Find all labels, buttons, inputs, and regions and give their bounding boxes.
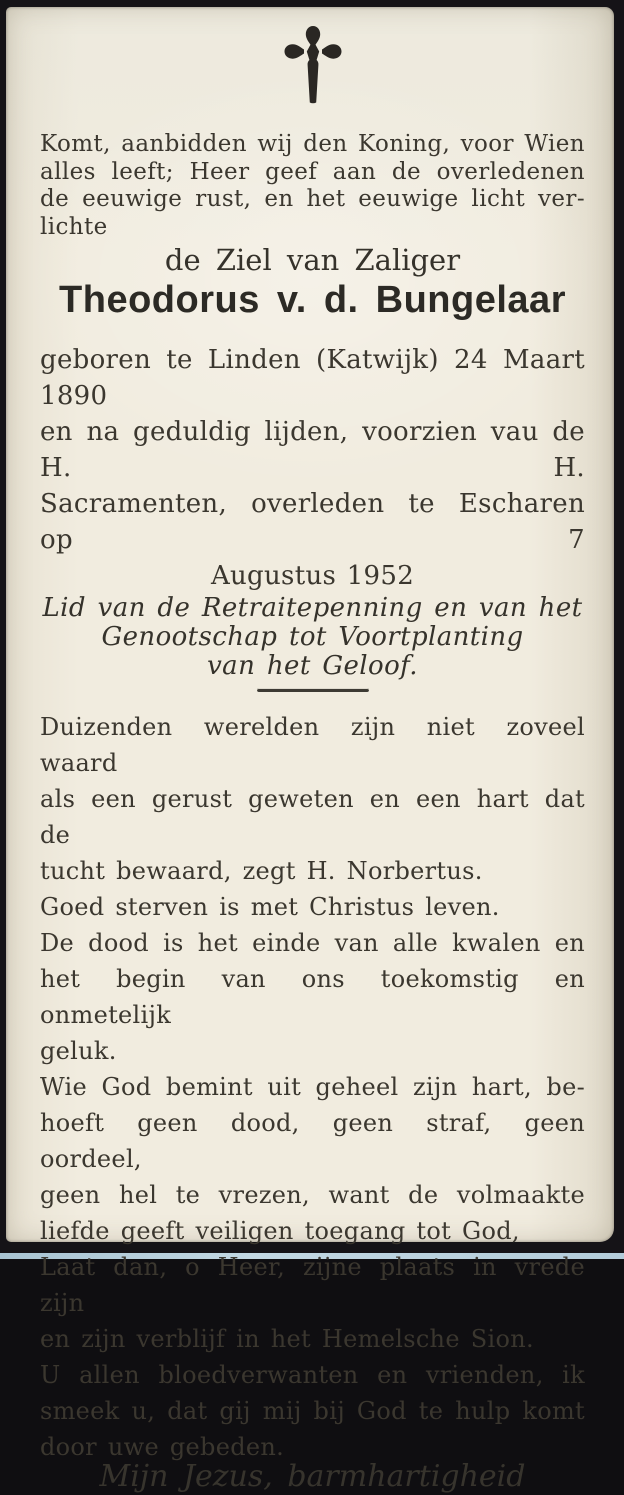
opening-prayer [40, 131, 585, 241]
divider-rule [257, 688, 369, 692]
verse-line: en zijn verblijf in het Hemelsche Sion. [40, 1325, 534, 1353]
verse-line: tucht bewaard, zegt H. Norbertus. [40, 857, 483, 885]
prayer-line: lichte [40, 213, 108, 240]
prayer-card-content [40, 7, 585, 1494]
membership-paragraph [40, 594, 585, 681]
verse-line: U allen bloedverwanten en vrienden, ik [40, 1361, 585, 1389]
vitals-line: Augustus 1952 [210, 561, 415, 591]
verse-line: geen hel te vrezen, want de volmaakte [40, 1181, 585, 1209]
verse-line: liefde geeft veiligen toegang tot God, [40, 1217, 520, 1245]
vitals-line: Sacramenten, overleden te Escharen op 7 [40, 489, 585, 555]
cross-icon [40, 25, 585, 105]
verse-line: geluk. [40, 1037, 117, 1065]
verse-line: Laat dan, o Heer, zijne plaats in vrede zijn [40, 1253, 585, 1317]
deceased-name: Theodorus v. d. Bungelaar [59, 279, 566, 321]
prayer-line: Komt, aanbidden wij den Koning, voor Wien [40, 131, 585, 157]
verse-line: Goed sterven is met Christus leven. [40, 893, 500, 921]
verse-line: hoeft geen dood, geen straf, geen oordeel, [40, 1109, 585, 1173]
verse-line: als een gerust geweten en een hart dat de [40, 785, 585, 849]
verse-line: De dood is het einde van alle kwalen en [40, 929, 585, 957]
vitals-line: geboren te Linden (Katwijk) 24 Maart 1890 [40, 345, 585, 411]
prayer-card-paper [6, 7, 614, 1494]
verse-line: door uwe gebeden. [40, 1433, 285, 1461]
prayer-line: alles leeft; Heer geef aan de overledenen [40, 158, 585, 185]
verse-line: het begin van ons toekomstig en onmetelijk [40, 965, 585, 1029]
membership-line: Lid van de Retraitepenning en van het [42, 593, 583, 623]
membership-line: Genootschap tot Voortplanting [101, 622, 524, 652]
closing-invocation: Mijn Jezus, barmhartigheid [99, 1459, 526, 1494]
dedication-intro: de Ziel van Zaliger [164, 243, 461, 277]
verse-line: smeek u, dat gij mij bij God te hulp komt [40, 1397, 585, 1425]
vitals-line: en na geduldig lijden, voorzien vau de H. H. [40, 417, 585, 483]
verses-paragraph [40, 709, 585, 1465]
verse-line: Wie God bemint uit geheel zijn hart, be- [40, 1073, 585, 1101]
prayer-line: de eeuwige rust, en het eeuwige licht ver- [40, 186, 585, 212]
membership-line: van het Geloof. [207, 651, 418, 681]
vitals-paragraph [40, 342, 585, 594]
verse-line: Duizenden werelden zijn niet zoveel waard [40, 713, 585, 777]
